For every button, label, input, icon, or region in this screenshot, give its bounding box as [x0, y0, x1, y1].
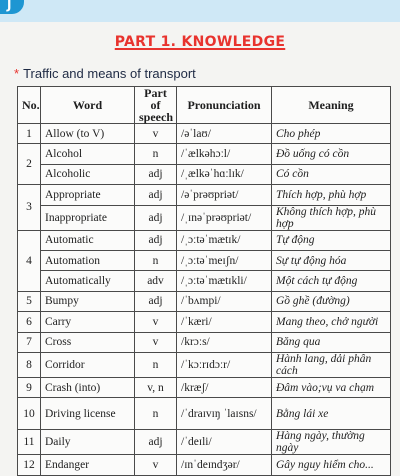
- header-pronunciation: Pronunciation: [177, 87, 272, 124]
- table-row: [18, 377, 391, 397]
- cell-pronunciation: /ˈdeɪli/: [177, 430, 272, 455]
- cell-word: Automation: [41, 250, 135, 270]
- cell-pos: adj: [135, 291, 177, 311]
- table-row: [18, 291, 391, 311]
- cell-word: Crash (into): [41, 377, 135, 397]
- cell-pronunciation: /krɔːs/: [177, 332, 272, 352]
- cell-pos: adj: [135, 164, 177, 184]
- cell-pronunciation: /əˈlaʊ/: [177, 124, 272, 144]
- header-word: Word: [41, 87, 135, 124]
- cell-pronunciation: /kræʃ/: [177, 377, 272, 397]
- cell-pos: adv: [135, 271, 177, 291]
- cell-meaning: Hành lang, dải phân cách: [272, 352, 391, 377]
- cell-word: Corridor: [41, 352, 135, 377]
- cell-word: Cross: [41, 332, 135, 352]
- table-row: [18, 455, 391, 475]
- cell-no: 1: [18, 124, 41, 144]
- cell-word: Daily: [41, 430, 135, 455]
- cell-pronunciation: /ˌɪnəˈprəʊpriət/: [177, 205, 272, 230]
- vocabulary-table: [17, 86, 391, 476]
- table-row: [18, 230, 391, 250]
- cell-pos: v: [135, 332, 177, 352]
- table-row: [18, 271, 391, 291]
- page-title: PART 1. KNOWLEDGE: [114, 34, 286, 50]
- cell-pos: adj: [135, 230, 177, 250]
- cell-pos: n: [135, 144, 177, 164]
- cell-pronunciation: /ˈkɔːrɪdɔːr/: [177, 352, 272, 377]
- table-row: [18, 332, 391, 352]
- cell-meaning: Mang theo, chở người: [272, 312, 391, 332]
- cell-word: Alcoholic: [41, 164, 135, 184]
- section-subtitle: [14, 66, 196, 81]
- cell-no: 2: [18, 144, 41, 185]
- cell-word: Alcohol: [41, 144, 135, 164]
- cell-pronunciation: /ˈdraɪvɪŋ ˈlaɪsns/: [177, 398, 272, 430]
- cell-pronunciation: /ˈkæri/: [177, 312, 272, 332]
- cell-word: Automatic: [41, 230, 135, 250]
- cell-pronunciation: /ˈælkəhɔːl/: [177, 144, 272, 164]
- cell-meaning: Bằng lái xe: [272, 398, 391, 430]
- table-row: [18, 352, 391, 377]
- cell-pos: adj: [135, 185, 177, 205]
- cell-pos: adj: [135, 430, 177, 455]
- corner-glyph: J: [7, 0, 12, 12]
- cell-pos: n: [135, 398, 177, 430]
- top-banner: [0, 0, 400, 22]
- cell-pos: n: [135, 352, 177, 377]
- cell-no: 7: [18, 332, 41, 352]
- cell-pos: v: [135, 124, 177, 144]
- cell-pos: v: [135, 455, 177, 475]
- cell-no: 9: [18, 377, 41, 397]
- cell-pronunciation: /əˈprəʊpriət/: [177, 185, 272, 205]
- cell-pronunciation: /ɪnˈdeɪndʒər/: [177, 455, 272, 475]
- cell-pronunciation: /ˌɔːtəˈmætɪkli/: [177, 271, 272, 291]
- cell-pos: adj: [135, 205, 177, 230]
- cell-word: Driving license: [41, 398, 135, 430]
- cell-meaning: Băng qua: [272, 332, 391, 352]
- cell-word: Inappropriate: [41, 205, 135, 230]
- cell-meaning: Sự tự động hóa: [272, 250, 391, 270]
- table-row: [18, 144, 391, 164]
- cell-no: 4: [18, 230, 41, 291]
- header-meaning: Meaning: [272, 87, 391, 124]
- cell-word: Carry: [41, 312, 135, 332]
- cell-meaning: Thích hợp, phù hợp: [272, 185, 391, 205]
- table-row: [18, 398, 391, 430]
- cell-meaning: Đâm vào;vụ va chạm: [272, 377, 391, 397]
- cell-meaning: Một cách tự động: [272, 271, 391, 291]
- table-row: [18, 164, 391, 184]
- table-header-row: [18, 87, 391, 124]
- header-no: No.: [18, 87, 41, 124]
- cell-meaning: Cho phép: [272, 124, 391, 144]
- table-row: [18, 430, 391, 455]
- cell-no: 8: [18, 352, 41, 377]
- cell-meaning: Gây nguy hiểm cho...: [272, 455, 391, 475]
- cell-meaning: Tự động: [272, 230, 391, 250]
- cell-no: 5: [18, 291, 41, 311]
- cell-meaning: Không thích hợp, phù hợp: [272, 205, 391, 230]
- cell-pronunciation: /ˌɔːtəˈmætɪk/: [177, 230, 272, 250]
- cell-meaning: Đồ uống có cồn: [272, 144, 391, 164]
- cell-pronunciation: /ˈbʌmpi/: [177, 291, 272, 311]
- cell-word: Allow (to V): [41, 124, 135, 144]
- cell-no: 11: [18, 430, 41, 455]
- cell-word: Endanger: [41, 455, 135, 475]
- cell-no: 3: [18, 185, 41, 230]
- subtitle-text: Traffic and means of transport: [23, 66, 196, 81]
- table-row: [18, 312, 391, 332]
- cell-meaning: Có cồn: [272, 164, 391, 184]
- cell-word: Automatically: [41, 271, 135, 291]
- cell-meaning: Hàng ngày, thường ngày: [272, 430, 391, 455]
- cell-no: 10: [18, 398, 41, 430]
- cell-word: Appropriate: [41, 185, 135, 205]
- cell-pos: v: [135, 312, 177, 332]
- table-row: [18, 185, 391, 205]
- cell-meaning: Gồ ghề (đường): [272, 291, 391, 311]
- header-part-of-speech: Part of speech: [135, 87, 177, 124]
- cell-no: 12: [18, 455, 41, 475]
- cell-pronunciation: /ˌɔːtəˈmeɪʃn/: [177, 250, 272, 270]
- table-row: [18, 205, 391, 230]
- table-row: [18, 124, 391, 144]
- cell-pos: v, n: [135, 377, 177, 397]
- cell-word: Bumpy: [41, 291, 135, 311]
- cell-pos: n: [135, 250, 177, 270]
- asterisk-icon: *: [14, 66, 20, 81]
- table-row: [18, 250, 391, 270]
- cell-no: 6: [18, 312, 41, 332]
- cell-pronunciation: /ˌælkəˈhɑːlɪk/: [177, 164, 272, 184]
